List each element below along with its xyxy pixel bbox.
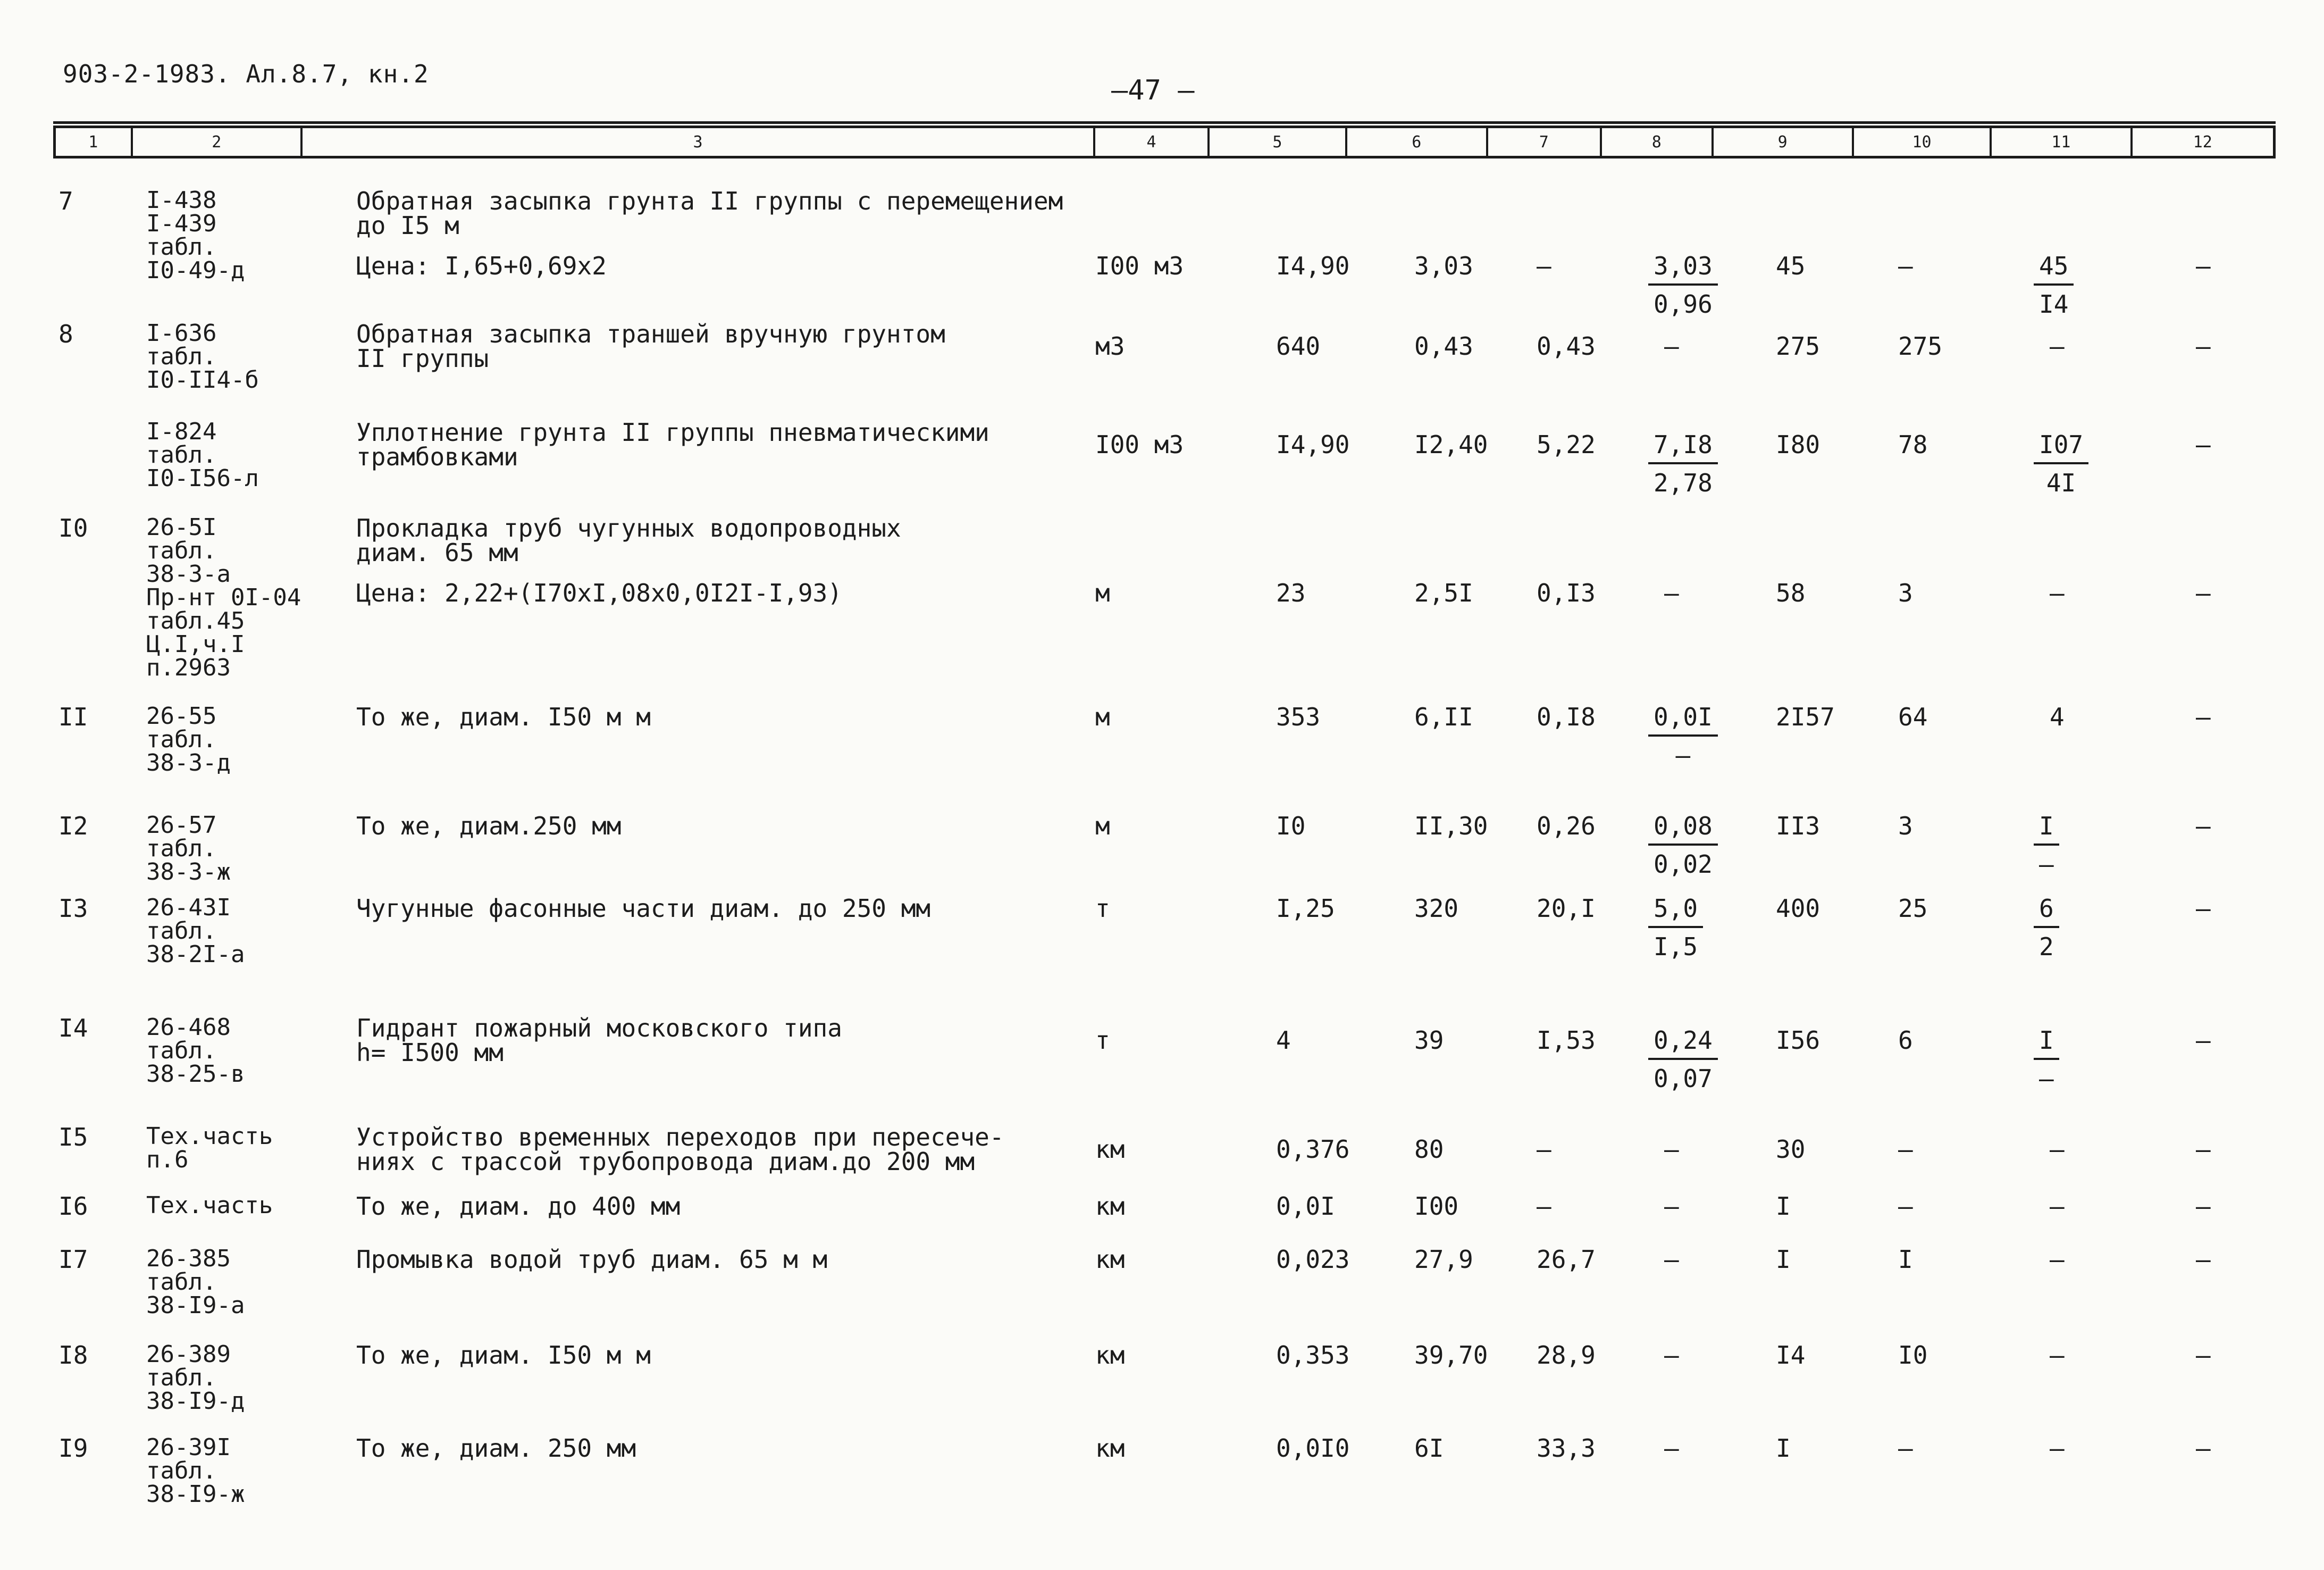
value-cell-c11: – [2050,1192,2065,1221]
reference-line: Тех.часть [146,1192,273,1219]
value-cell-c12: – [2196,812,2211,840]
description-line: То же, диам. до 400 мм [356,1192,681,1221]
reference-line: табл. [146,1457,217,1484]
value-cell-c10: 3 [1898,812,1913,840]
fraction-numerator: 0,0I [1648,705,1718,737]
value-cell-c6: 39,70 [1414,1341,1488,1369]
description-line: Уплотнение грунта II группы пневматическими [356,418,989,447]
column-header-8: 8 [1602,128,1714,156]
value-cell-c5: 0,0I0 [1276,1434,1350,1463]
value-cell-c6: 80 [1414,1135,1444,1164]
description-line: Гидрант пожарный московского типа [356,1014,842,1042]
norm-reference [146,1436,245,1506]
value-cell-c5: 0,353 [1276,1341,1350,1369]
reference-line: табл. [146,233,217,261]
row-number: I7 [58,1245,88,1274]
reference-line: 38-I9-ж [146,1481,245,1508]
value-cell-c8: – [1664,1341,1679,1369]
reference-line: Тех.часть [146,1123,273,1150]
norm-reference [146,1194,273,1217]
value-cell-c9: I80 [1776,430,1820,459]
work-description [356,1125,1004,1174]
value-cell-c8: – [1664,579,1679,607]
value-cell-c7: – [1537,1135,1551,1164]
value-cell-c9: 2I57 [1776,703,1835,731]
unit-cell: км [1095,1245,1125,1274]
fraction-numerator: 0,24 [1648,1028,1718,1060]
row-number: 7 [58,187,73,215]
value-cell-c5: 640 [1276,332,1321,361]
reference-line: табл. [146,1364,217,1391]
unit-cell: I00 м3 [1095,430,1184,459]
reference-line: п.2963 [146,654,231,681]
fraction-numerator: I [2034,814,2059,846]
fraction-denominator: I4 [2039,290,2069,319]
column-header-5: 5 [1210,128,1347,156]
reference-line: 26-389 [146,1341,231,1368]
fraction-denominator: 2,78 [1654,469,1713,497]
fraction-value-c11 [2034,432,2088,495]
value-cell-c7: 0,I3 [1537,579,1596,607]
reference-line: I0-II4-б [146,366,259,394]
value-cell-c7: 28,9 [1537,1341,1596,1369]
fraction-numerator: 0,08 [1648,814,1718,846]
reference-line: 26-43I [146,894,231,921]
value-cell-c10: – [1898,1135,1913,1164]
value-cell-c12: – [2196,1434,2211,1463]
value-cell-c10: 64 [1898,703,1928,731]
value-cell-c10: – [1898,1434,1913,1463]
norm-reference [146,1343,245,1413]
fraction-denominator: – [1675,741,1691,770]
description-line: Обратная засыпка траншей вручную грунтом [356,320,945,348]
value-cell-c11: – [2050,579,2065,607]
value-cell-c6: II,30 [1414,812,1488,840]
document-code: 903-2-1983. Ал.8.7, кн.2 [63,60,429,88]
column-header-2: 2 [133,128,303,156]
unit-cell: т [1095,1026,1110,1055]
value-cell-c6: 27,9 [1414,1245,1473,1274]
value-cell-c7: 0,26 [1537,812,1596,840]
reference-line: I-439 [146,210,217,237]
reference-line: табл. [146,537,217,564]
reference-line: 26-39I [146,1434,231,1461]
unit-cell: км [1095,1341,1125,1369]
value-cell-c12: – [2196,579,2211,607]
fraction-value-c8 [1648,703,1718,770]
unit-cell: т [1095,894,1110,923]
row-number: 8 [58,320,73,348]
description-line: h= I500 мм [356,1038,504,1067]
value-cell-c5: I,25 [1276,894,1335,923]
reference-line: табл. [146,441,217,469]
description-line: То же, диам. I50 м м [356,1341,651,1369]
description-line: II группы [356,344,489,373]
norm-reference [146,1125,273,1172]
value-cell-c9: I4 [1776,1341,1806,1369]
reference-line: 26-57 [146,812,217,839]
reference-line: Ц.I,ч.I [146,631,245,658]
reference-line: п.6 [146,1146,189,1173]
reference-line: 26-5I [146,514,217,541]
value-cell-c7: – [1537,252,1551,280]
value-cell-c10: – [1898,252,1913,280]
unit-cell: м3 [1095,332,1125,361]
value-cell-c7: 26,7 [1537,1245,1596,1274]
reference-line: I-824 [146,418,217,445]
reference-line: 38-3-д [146,749,231,776]
reference-line: табл. [146,343,217,370]
fraction-denominator: 4I [2046,469,2076,497]
reference-line: табл. [146,835,217,862]
norm-reference [146,516,301,680]
unit-cell: I00 м3 [1095,252,1184,280]
column-header-3: 3 [303,128,1095,156]
page-number: —47 — [1111,74,1195,106]
reference-line: табл. [146,1037,217,1064]
column-header-12: 12 [2193,132,2212,152]
row-number: I8 [58,1341,88,1369]
reference-line: 38-I9-д [146,1388,245,1415]
work-description [356,189,1063,278]
fraction-denominator: – [2039,1064,2054,1093]
value-cell-c12: – [2196,703,2211,731]
reference-line: I0-I56-л [146,465,259,492]
description-line: То же, диам.250 мм [356,812,622,840]
description-line: диам. 65 мм [356,538,518,567]
value-cell-c9: 58 [1776,579,1806,607]
value-cell-c7: – [1537,1192,1551,1221]
fraction-value-c11 [2034,252,2074,319]
description-line: Прокладка труб чугунных водопроводных [356,514,901,542]
value-cell-c5: I0 [1276,812,1306,840]
value-cell-c10: 3 [1898,579,1913,607]
norm-reference [146,322,259,392]
fraction-value-c11 [2034,896,2059,959]
fraction-value-c8 [1648,896,1703,959]
value-cell-c8: – [1664,1434,1679,1463]
unit-cell: м [1095,579,1110,607]
value-cell-c5: 23 [1276,579,1306,607]
value-cell-c12: – [2196,252,2211,280]
value-cell-c5: 4 [1276,1026,1291,1055]
column-header-11: 11 [1992,128,2132,156]
value-cell-c10: 78 [1898,430,1928,459]
work-description [356,814,622,838]
fraction-value-c11 [2034,1028,2059,1091]
value-cell-c6: I2,40 [1414,430,1488,459]
column-header-6: 6 [1347,128,1488,156]
column-header-10: 10 [1854,128,1992,156]
value-cell-c10: 275 [1898,332,1943,361]
norm-reference [146,1016,245,1086]
norm-reference [146,420,259,490]
unit-cell: км [1095,1135,1125,1164]
reference-line: 38-25-в [146,1060,245,1088]
work-description [356,420,989,469]
fraction-denominator: – [2039,850,2054,879]
value-cell-c6: 320 [1414,894,1459,923]
value-cell-c8: – [1664,1245,1679,1274]
description-line: Обратная засыпка грунта II группы с перемещением [356,187,1063,215]
value-cell-c11: – [2050,1341,2065,1369]
value-cell-c5: 0,0I [1276,1192,1335,1221]
value-cell-c5: 0,376 [1276,1135,1350,1164]
work-description [356,1016,842,1065]
fraction-numerator: 5,0 [1648,896,1703,928]
fraction-numerator: 6 [2034,896,2059,928]
fraction-numerator: 3,03 [1648,254,1718,286]
value-cell-c10: 25 [1898,894,1928,923]
row-number: I9 [58,1434,88,1463]
fraction-denominator: 2 [2039,932,2054,961]
description-line: ниях с трассой трубопровода диам.до 200 мм [356,1147,975,1176]
value-cell-c9: 400 [1776,894,1820,923]
work-description [356,1192,681,1221]
description-line: Промывка водой труб диам. 65 м м [356,1245,828,1274]
unit-cell: км [1095,1192,1125,1221]
column-header-1: 1 [56,128,133,156]
description-line: Устройство временных переходов при пересече- [356,1123,1004,1151]
value-cell-c10: I0 [1898,1341,1928,1369]
row-number: I5 [58,1123,88,1151]
reference-line: табл.45 [146,607,245,634]
value-cell-c9: I56 [1776,1026,1820,1055]
description-line: до I5 м [356,211,459,240]
reference-line: 26-468 [146,1014,231,1041]
fraction-numerator: I [2034,1028,2059,1060]
fraction-denominator: 0,96 [1654,290,1713,319]
value-cell-c12: – [2196,1192,2211,1221]
work-description [356,1343,651,1367]
value-cell-c9: 275 [1776,332,1820,361]
value-cell-c6: I00 [1414,1192,1459,1221]
unit-cell: м [1095,703,1110,731]
value-cell-c9: I [1776,1434,1791,1463]
fraction-value-c8 [1648,812,1718,879]
value-cell-c8: – [1664,1192,1679,1221]
norm-reference [146,189,245,282]
work-description [356,1247,827,1272]
fraction-denominator: I,5 [1654,932,1698,961]
reference-line: 38-I9-а [146,1292,245,1319]
value-cell-c7: 33,3 [1537,1434,1596,1463]
value-cell-c6: 0,43 [1414,332,1473,361]
reference-line: I-438 [146,187,217,214]
value-cell-c5: I4,90 [1276,430,1350,459]
work-description [356,322,945,371]
value-cell-c12: – [2196,430,2211,459]
row-number: I0 [58,514,88,542]
value-cell-c7: 0,43 [1537,332,1596,361]
unit-cell: км [1095,1434,1125,1463]
value-cell-c10: I [1898,1245,1913,1274]
value-cell-c10: 6 [1898,1026,1913,1055]
fraction-denominator: 0,02 [1654,850,1713,879]
value-cell-c12: – [2196,1245,2211,1274]
fraction-denominator: 0,07 [1654,1064,1713,1093]
column-header-7: 7 [1488,128,1602,156]
value-cell-c11: – [2050,1245,2065,1274]
value-cell-c7: 20,I [1537,894,1596,923]
value-cell-c12: – [2196,332,2211,361]
fraction-value-c8 [1648,1028,1718,1091]
value-cell-c11: 4 [2050,703,2065,731]
fraction-value-c8 [1648,252,1718,319]
work-description [356,516,901,605]
value-cell-c9: 45 [1776,252,1806,280]
fraction-numerator: 45 [2034,254,2074,286]
reference-line: I0-49-д [146,257,245,284]
reference-line: 38-3-а [146,561,231,588]
value-cell-c9: II3 [1776,812,1820,840]
work-description [356,896,930,921]
column-header-4: 4 [1095,128,1209,156]
norm-reference [146,1247,245,1317]
value-cell-c7: 5,22 [1537,430,1596,459]
description-line: Чугунные фасонные части диам. до 250 мм [356,894,931,923]
norm-reference [146,814,231,884]
value-cell-c11: – [2050,1434,2065,1463]
reference-line: I-636 [146,320,217,347]
value-cell-c5: 0,023 [1276,1245,1350,1274]
reference-line: табл. [146,1268,217,1296]
reference-line: 26-55 [146,703,217,730]
reference-line: табл. [146,726,217,753]
work-description [356,705,651,729]
value-cell-c9: I [1776,1245,1791,1274]
unit-cell: м [1095,812,1110,840]
reference-line: 38-3-ж [146,858,231,886]
value-cell-c7: 0,I8 [1537,703,1596,731]
value-cell-c7: I,53 [1537,1026,1596,1055]
reference-line: Пр-нт 0I-04 [146,584,301,611]
value-cell-c6: 2,5I [1414,579,1473,607]
description-line: То же, диам. 250 мм [356,1434,636,1463]
row-number: II [58,703,88,731]
work-description [356,1434,636,1463]
value-cell-c12: – [2196,1026,2211,1055]
description-line: Цена: I,65+0,69x2 [356,252,607,280]
value-cell-c5: I4,90 [1276,252,1350,280]
norm-reference [146,896,245,966]
value-cell-c8: – [1664,332,1679,361]
value-cell-c6: 6I [1414,1434,1444,1463]
value-cell-c11: – [2050,1135,2065,1164]
reference-line: 38-2I-а [146,941,245,968]
row-number: I2 [58,812,88,840]
value-cell-c6: 3,03 [1414,252,1473,280]
value-cell-c12: – [2196,894,2211,923]
fraction-numerator: 7,I8 [1648,432,1718,464]
top-rule [53,121,2276,124]
value-cell-c10: – [1898,1192,1913,1221]
value-cell-c8: – [1664,1135,1679,1164]
row-number: I4 [58,1014,88,1042]
reference-line: табл. [146,917,217,945]
value-cell-c6: 39 [1414,1026,1444,1055]
value-cell-c9: 30 [1776,1135,1806,1164]
row-number: I3 [58,894,88,923]
value-cell-c12: – [2196,1341,2211,1369]
fraction-value-c11 [2034,812,2059,879]
row-number: I6 [58,1192,88,1221]
description-line: То же, диам. I50 м м [356,703,651,731]
value-cell-c6: 6,II [1414,703,1473,731]
description-line: Цена: 2,22+(I70xI,08x0,0I2I-I,93) [356,579,842,607]
fraction-numerator: I07 [2034,432,2088,464]
value-cell-c5: 353 [1276,703,1321,731]
column-header-9: 9 [1714,128,1854,156]
fraction-value-c8 [1648,432,1718,495]
column-header-row [53,126,2276,158]
description-line: трамбовками [356,442,518,471]
value-cell-c12: – [2196,1135,2211,1164]
value-cell-c11: – [2050,332,2065,361]
norm-reference [146,705,231,775]
value-cell-c9: I [1776,1192,1791,1221]
reference-line: 26-385 [146,1245,231,1272]
